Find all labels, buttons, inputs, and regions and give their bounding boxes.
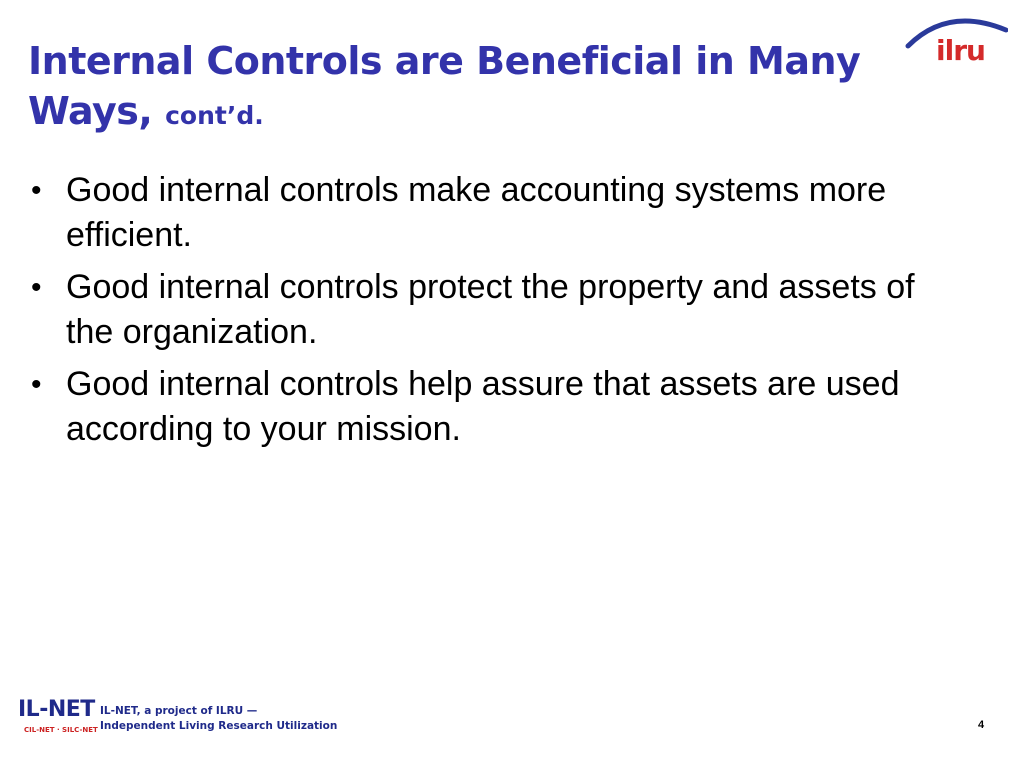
bullet-list [28,168,928,459]
slide-title-main: Internal Controls are Beneficial in Many Ways, [28,39,861,133]
bullet-text: Good internal controls protect the property and assets of the organization. [66,268,915,351]
slide-title [28,36,888,141]
slide-title-suffix: cont’d. [165,101,264,130]
bullet-item [28,362,928,452]
bullet-text: Good internal controls help assure that assets are used according to your mission. [66,365,900,448]
bullet-item [28,265,928,355]
ilru-logo-icon [904,8,1008,68]
il-net-logo-text: IL-NET [18,697,95,722]
bullet-marker: • [31,271,42,304]
ilru-logo-text: ilru [936,34,985,67]
footer-line-2: Independent Living Research Utilization [100,720,338,732]
bullet-marker: • [31,368,42,401]
footer-credit [100,704,337,734]
page-number: 4 [978,719,985,731]
il-net-logo-subtext: CIL-NET · SILC-NET [24,726,98,734]
bullet-text: Good internal controls make accounting systems more efficient. [66,171,887,254]
bullet-marker: • [31,174,42,207]
il-net-logo [18,697,98,737]
bullet-item [28,168,928,258]
footer-line-1: IL-NET, a project of ILRU — [100,705,258,717]
